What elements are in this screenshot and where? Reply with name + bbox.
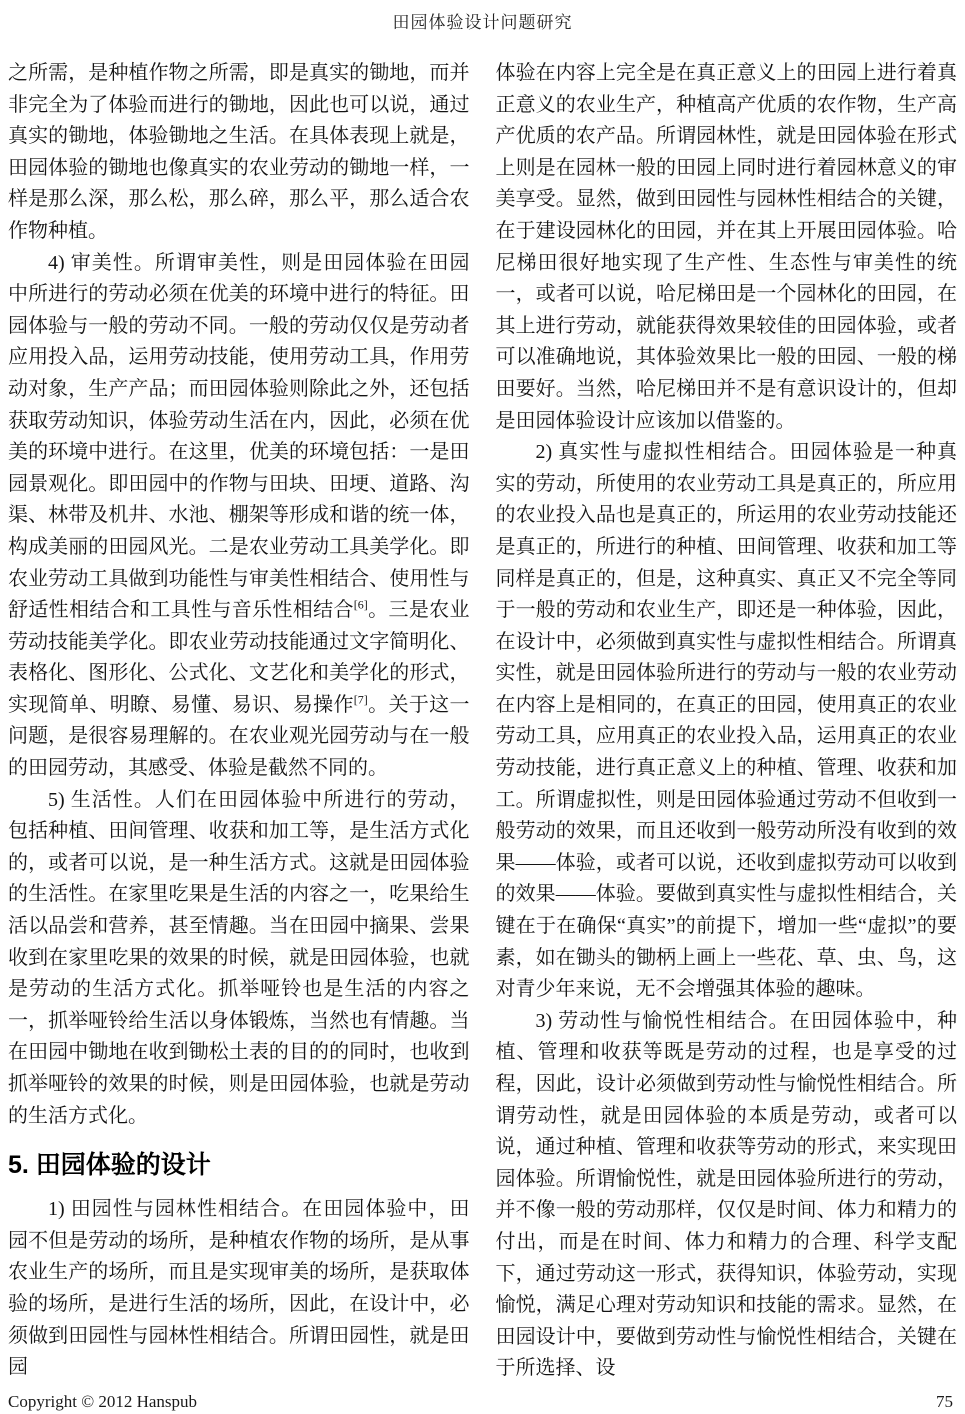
- citation-ref: [7]: [353, 692, 368, 707]
- paragraph: 5) 生活性。人们在田园体验中所进行的劳动，包括种植、田间管理、收获和加工等，是生活方式化的，或者可以说，是一种生活方式。这就是田园体验的生活性。在家里吃果是生活的内容之一，吃果给生活以品尝和营养，甚至情趣。当在田园中摘果、尝果收到在家里吃果的效果的时候，就是田园体验，也就是劳动的生活方式化。抓举哑铃也是生活的内容之一，抓举哑铃给生活以身体锻炼，当然也有情趣。当在田园中锄地在收到锄松土表的目的的同时，也收到抓举哑铃的效果的时候，则是田园体验，也就是劳动的生活方式化。: [8, 788, 470, 1127]
- paragraph: 之所需，是种植作物之所需，即是真实的锄地，而并非完全为了体验而进行的锄地，因此也可以说，通过真实的锄地，体验锄地之生活。在具体表现上就是，田园体验的锄地也像真实的农业劳动的锄地一样，一样是那么深，那么松，那么碎，那么平，那么适合农作物种植。: [8, 62, 470, 242]
- right-column: [496, 58, 958, 1385]
- paragraph: 体验在内容上完全是在真正意义上的田园上进行着真正意义的农业生产，种植高产优质的农作物，生产高产优质的农产品。所谓园林性，就是田园体验在形式上则是在园林一般的田园上同时进行着园林意义的审美享受。显然，做到田园性与园林性相结合的关键，在于建设园林化的田园，并在其上开展田园体验。哈尼梯田很好地实现了生产性、生态性与审美性的统一，或者可以说，哈尼梯田是一个园林化的田园，在其上进行劳动，就能获得效果较佳的田园体验，或者可以准确地说，其体验效果比一般的田园、一般的梯田要好。当然，哈尼梯田并不是有意识设计的，但却是田园体验设计应该加以借鉴的。: [495, 62, 957, 432]
- paragraph: 3) 劳动性与愉悦性相结合。在田园体验中，种植、管理和收获等既是劳动的过程，也是享受的过程，因此，设计必须做到劳动性与愉悦性相结合。所谓劳动性，就是田园体验的本质是劳动，或者可以说，通过种植、管理和收获等劳动的形式，来实现田园体验。所谓愉悦性，就是田园体验所进行的劳动，并不像一般的劳动那样，仅仅是时间、体力和精力的付出，而是在时间、体力和精力的合理、科学支配下，通过劳动这一形式，获得知识，体验劳动，实现愉悦，满足心理对劳动知识和技能的需求。显然，在田园设计中，要做到劳动性与愉悦性相结合，关键在于所选择、设: [495, 1009, 957, 1380]
- left-column: [8, 58, 470, 1385]
- citation-ref: [6]: [353, 597, 368, 612]
- paragraph: 1) 田园性与园林性相结合。在田园体验中，田园不但是劳动的场所，是种植农作物的场所，是从事农业生产的场所，而且是实现审美的场所，是获取体验的场所，是进行生活的场所，因此，在设计中，必须做到田园性与园林性相结合。所谓田园性，就是田园: [8, 1198, 470, 1379]
- paragraph: 4) 审美性。所谓审美性，则是田园体验在田园中所进行的劳动必须在优美的环境中进行的特征。田园体验与一般的劳动不同。一般的劳动仅仅是劳动者应用投入品，运用劳动技能，使用劳动工具，作用劳动对象，生产产品；而田园体验则除此之外，还包括获取劳动知识，体验劳动生活在内，因此，必须在优美的环境中进行。在这里，优美的环境包括：一是田园景观化。即田园中的作物与田块、田埂、道路、沟渠、林带及机井、水池、棚架等形成和谐的统一体，构成美丽的田园风光。二是农业劳动工具美学化。即农业劳动工具做到功能性与审美性相结合、使用性与舒适性相结合和工具性与音乐性相结合[6]。三是农业劳动技能美学化。即农业劳动技能通过文字简明化、表格化、图形化、公式化、文艺化和美学化的形式，实现简单、明瞭、易懂、易识、易操作[7]。关于这一问题，是很容易理解的。在农业观光园劳动与在一般的田园劳动，其感受、体验是截然不同的。: [8, 251, 470, 780]
- footer-copyright: Copyright © 2012 Hanspub: [8, 1392, 198, 1411]
- page-header-title: 田园体验设计问题研究: [392, 13, 573, 32]
- section-heading: 5. 田园体验的设计: [8, 1151, 211, 1180]
- article-body: [0, 58, 965, 1385]
- paragraph: 2) 真实性与虚拟性相结合。田园体验是一种真实的劳动，所使用的农业劳动工具是真正的，所应用的农业投入品也是真正的，所运用的农业劳动技能还是真正的，所进行的种植、田间管理、收获和加工等同样是真正的，但是，这种真实、真正又不完全等同于一般的劳动和农业生产，即还是一种体验，因此，在设计中，必须做到真实性与虚拟性相结合。所谓真实性，就是田园体验所进行的劳动与一般的农业劳动在内容上是相同的，在真正的田园，使用真正的农业劳动工具，应用真正的农业投入品，运用真正的农业劳动技能，进行真正意义上的种植、管理、收获和加工。所谓虚拟性，则是田园体验通过劳动不但收到一般劳动的效果，而且还收到一般劳动所没有收到的效果——体验，或者可以说，还收到虚拟劳动可以收到的效果——体验。要做到真实性与虚拟性相结合，关键在于在确保“真实”的前提下，增加一些“虚拟”的要素，如在锄头的锄柄上画上一些花、草、虫、鸟，这对青少年来说，无不会增强其体验的趣味。: [495, 441, 957, 1001]
- page-footer: [8, 1392, 953, 1412]
- page-number: 75: [936, 1392, 953, 1411]
